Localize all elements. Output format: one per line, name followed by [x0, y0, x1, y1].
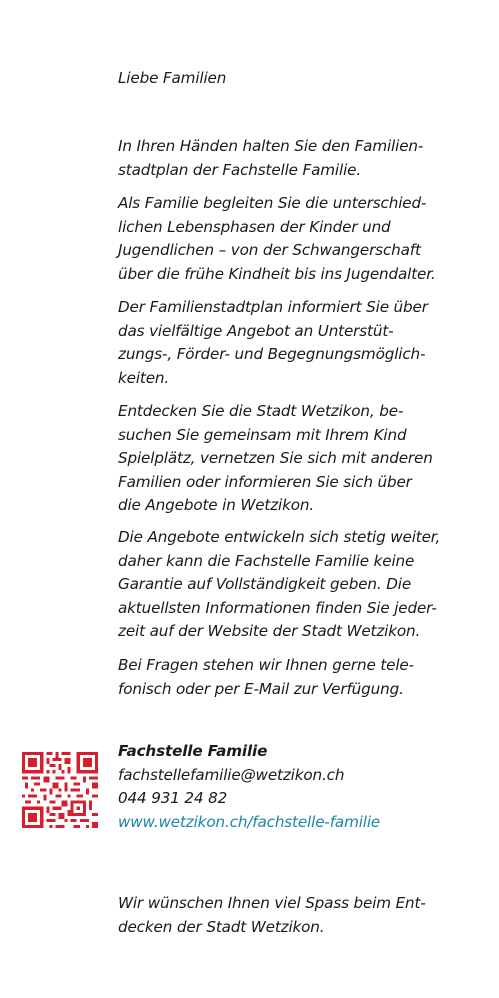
text-line: Spielplätz, vernetzen Sie sich mit anderen	[118, 449, 433, 467]
text-line: fonisch oder per E-Mail zur Verfügung.	[118, 679, 404, 698]
text-line: decken der Stadt Wetzikon.	[118, 917, 325, 936]
paragraph-discover	[118, 400, 458, 518]
text-line: über die frühe Kindheit bis ins Jugendalter.	[118, 264, 436, 283]
text-line: Jugendlichen – von der Schwangerschaft	[118, 241, 421, 259]
text-line: Entdecken Sie die Stadt Wetzikon, be-	[118, 402, 404, 420]
text-line: zungs-, Förder- und Begegnungsmöglich-	[118, 345, 426, 363]
contact-block	[118, 740, 458, 834]
text-line: stadtplan der Fachstelle Familie.	[118, 160, 362, 179]
paragraph-questions	[118, 654, 458, 701]
text-line: zeit auf der Website der Stadt Wetzikon.	[118, 622, 421, 640]
text-line: aktuellsten Informationen finden Sie jeder-	[118, 598, 437, 617]
contact-name: Fachstelle Familie	[118, 742, 268, 760]
contact-phone: 044 931 24 82	[118, 789, 228, 807]
closing-paragraph	[118, 892, 458, 939]
contact-website-link[interactable]: www.wetzikon.ch/fachstelle-familie	[118, 812, 381, 831]
text-line: lichen Lebensphasen der Kinder und	[118, 217, 391, 236]
text-line: suchen Sie gemeinsam mit Ihrem Kind	[118, 425, 407, 444]
paragraph-offers	[118, 296, 458, 390]
text-line: Die Angebote entwickeln sich stetig weiter,	[118, 528, 441, 546]
text-line: daher kann die Fachstelle Familie keine	[118, 551, 415, 570]
text-line: keiten.	[118, 368, 170, 387]
paragraph-intro	[118, 135, 458, 182]
contact-email-link[interactable]: fachstellefamilie@wetzikon.ch	[118, 765, 345, 784]
text-line: In Ihren Händen halten Sie den Familien-	[118, 137, 424, 155]
text-line: die Angebote in Wetzikon.	[118, 496, 315, 514]
paragraph-disclaimer	[118, 526, 458, 644]
qr-code-icon[interactable]	[22, 752, 98, 828]
text-line: Bei Fragen stehen wir Ihnen gerne tele-	[118, 656, 414, 674]
text-line: Familien oder informieren Sie sich über	[118, 472, 412, 491]
text-line: Wir wünschen Ihnen viel Spass beim Ent-	[118, 894, 426, 912]
greeting	[118, 67, 458, 91]
text-line: Garantie auf Vollständigkeit geben. Die	[118, 575, 412, 593]
text-line: Als Familie begleiten Sie die unterschied-	[118, 194, 427, 212]
greeting-text: Liebe Familien	[118, 69, 227, 87]
text-line: das vielfältige Angebot an Unterstüt-	[118, 321, 394, 340]
paragraph-life-phases	[118, 192, 458, 286]
text-line: Der Familienstadtplan informiert Sie über	[118, 298, 428, 316]
